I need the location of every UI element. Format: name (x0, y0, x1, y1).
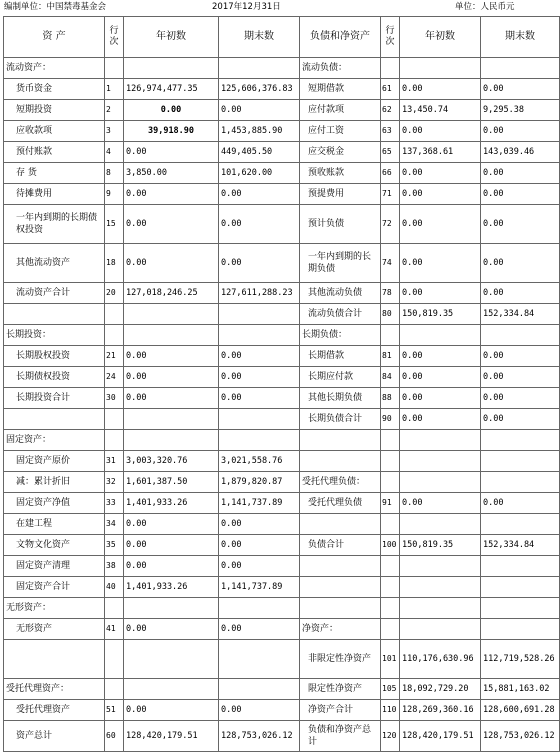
liab-line (381, 514, 400, 535)
asset-name: 受托代理资产 (4, 700, 105, 721)
unit-label: 单位：人民币元 (455, 2, 515, 12)
asset-name: 固定资产合计 (4, 577, 105, 598)
balance-sheet-table (3, 16, 560, 752)
liab-end: 0.00 (481, 493, 560, 514)
liab-end: 0.00 (481, 121, 560, 142)
liab-name: 长期应付款 (300, 367, 381, 388)
liab-name: 限定性净资产 (300, 679, 381, 700)
liab-end: 0.00 (481, 205, 560, 244)
asset-line: 4 (105, 142, 124, 163)
asset-begin: 1,401,933.26 (124, 577, 219, 598)
liab-begin: 0.00 (400, 163, 481, 184)
liab-line: 72 (381, 205, 400, 244)
asset-line: 1 (105, 79, 124, 100)
liab-end: 0.00 (481, 346, 560, 367)
liab-begin (400, 58, 481, 79)
table-row (4, 205, 560, 244)
asset-end (219, 409, 300, 430)
liab-name: 受托代理负债 (300, 493, 381, 514)
liab-end (481, 577, 560, 598)
asset-begin: 0.00 (124, 514, 219, 535)
table-row (4, 472, 560, 493)
liab-end (481, 58, 560, 79)
liab-begin: 150,819.35 (400, 535, 481, 556)
table-row (4, 493, 560, 514)
liab-end: 152,334.84 (481, 304, 560, 325)
asset-line: 31 (105, 451, 124, 472)
asset-line (105, 304, 124, 325)
asset-end (219, 325, 300, 346)
table-row (4, 244, 560, 283)
table-row (4, 514, 560, 535)
asset-begin: 0.00 (124, 388, 219, 409)
asset-begin (124, 58, 219, 79)
asset-line: 60 (105, 721, 124, 752)
liab-begin: 0.00 (400, 244, 481, 283)
liab-name: 长期借款 (300, 346, 381, 367)
asset-begin: 39,918.90 (124, 121, 219, 142)
liab-line: 110 (381, 700, 400, 721)
liab-begin (400, 472, 481, 493)
asset-begin: 3,850.00 (124, 163, 219, 184)
table-row (4, 700, 560, 721)
liab-line: 105 (381, 679, 400, 700)
liab-end: 0.00 (481, 409, 560, 430)
liab-line (381, 472, 400, 493)
liab-end (481, 556, 560, 577)
liab-line (381, 598, 400, 619)
asset-name: 固定资产： (4, 430, 105, 451)
asset-begin: 1,401,933.26 (124, 493, 219, 514)
asset-line: 30 (105, 388, 124, 409)
liab-end: 0.00 (481, 244, 560, 283)
liab-begin: 13,450.74 (400, 100, 481, 121)
table-row (4, 598, 560, 619)
asset-end: 125,606,376.83 (219, 79, 300, 100)
col-begin: 年初数 (124, 17, 219, 58)
liab-begin: 0.00 (400, 79, 481, 100)
asset-begin: 0.00 (124, 142, 219, 163)
liab-begin: 0.00 (400, 493, 481, 514)
liab-name: 长期负债合计 (300, 409, 381, 430)
asset-line: 21 (105, 346, 124, 367)
asset-begin (124, 304, 219, 325)
asset-name: 减：累计折旧 (4, 472, 105, 493)
asset-line: 33 (105, 493, 124, 514)
asset-begin: 126,974,477.35 (124, 79, 219, 100)
liab-name: 流动负债： (300, 58, 381, 79)
table-row (4, 451, 560, 472)
asset-name: 长期投资： (4, 325, 105, 346)
liab-begin (400, 451, 481, 472)
asset-end (219, 598, 300, 619)
asset-end: 128,753,026.12 (219, 721, 300, 752)
asset-line: 2 (105, 100, 124, 121)
liab-begin (400, 325, 481, 346)
asset-name: 固定资产清理 (4, 556, 105, 577)
liab-line: 66 (381, 163, 400, 184)
asset-begin (124, 598, 219, 619)
asset-end: 1,879,820.87 (219, 472, 300, 493)
asset-begin: 0.00 (124, 244, 219, 283)
table-row (4, 100, 560, 121)
asset-name: 受托代理资产： (4, 679, 105, 700)
asset-name: 文物文化资产 (4, 535, 105, 556)
asset-begin: 1,601,387.50 (124, 472, 219, 493)
liab-begin (400, 556, 481, 577)
asset-begin: 0.00 (124, 367, 219, 388)
asset-end: 1,141,737.89 (219, 577, 300, 598)
asset-begin: 0.00 (124, 619, 219, 640)
liab-begin (400, 619, 481, 640)
asset-begin: 0.00 (124, 100, 219, 121)
asset-begin: 0.00 (124, 535, 219, 556)
asset-line: 41 (105, 619, 124, 640)
liab-line: 65 (381, 142, 400, 163)
liab-name: 一年内到期的长期负债 (300, 244, 381, 283)
asset-name: 应收款项 (4, 121, 105, 142)
liab-line: 90 (381, 409, 400, 430)
asset-begin (124, 409, 219, 430)
asset-name: 长期股权投资 (4, 346, 105, 367)
asset-name: 无形资产 (4, 619, 105, 640)
asset-begin: 127,018,246.25 (124, 283, 219, 304)
asset-line (105, 640, 124, 679)
table-row (4, 163, 560, 184)
asset-name: 长期债权投资 (4, 367, 105, 388)
table-row (4, 184, 560, 205)
liab-line: 63 (381, 121, 400, 142)
table-row (4, 640, 560, 679)
asset-line: 51 (105, 700, 124, 721)
liab-end (481, 514, 560, 535)
asset-end: 0.00 (219, 388, 300, 409)
liab-end: 0.00 (481, 367, 560, 388)
liab-line: 74 (381, 244, 400, 283)
liab-end: 0.00 (481, 79, 560, 100)
liab-begin: 128,269,360.16 (400, 700, 481, 721)
asset-end: 127,611,288.23 (219, 283, 300, 304)
liab-line: 62 (381, 100, 400, 121)
liab-end (481, 430, 560, 451)
org-label: 编制单位：中国禁毒基金会 (4, 2, 107, 12)
liab-end: 152,334.84 (481, 535, 560, 556)
liab-begin (400, 577, 481, 598)
asset-end: 0.00 (219, 100, 300, 121)
liab-name (300, 577, 381, 598)
asset-begin: 3,003,320.76 (124, 451, 219, 472)
liab-line: 78 (381, 283, 400, 304)
liab-begin (400, 430, 481, 451)
asset-line: 9 (105, 184, 124, 205)
asset-end (219, 58, 300, 79)
liab-end: 128,600,691.28 (481, 700, 560, 721)
asset-line (105, 430, 124, 451)
liab-name: 预收账款 (300, 163, 381, 184)
table-row (4, 367, 560, 388)
table-row (4, 619, 560, 640)
asset-name: 待摊费用 (4, 184, 105, 205)
liab-name: 净资产合计 (300, 700, 381, 721)
liab-name: 预计负债 (300, 205, 381, 244)
asset-begin: 128,420,179.51 (124, 721, 219, 752)
asset-line: 32 (105, 472, 124, 493)
liab-line (381, 451, 400, 472)
liab-line: 100 (381, 535, 400, 556)
report-date: 2017年12月31日 (212, 2, 281, 12)
asset-line (105, 409, 124, 430)
table-row (4, 577, 560, 598)
liab-begin (400, 514, 481, 535)
col-line: 行次 (105, 17, 124, 58)
asset-end (219, 679, 300, 700)
asset-end: 0.00 (219, 514, 300, 535)
asset-end: 0.00 (219, 556, 300, 577)
liab-name: 净资产： (300, 619, 381, 640)
liab-name: 流动负债合计 (300, 304, 381, 325)
col-liab: 负债和净资产 (300, 17, 381, 58)
report-header (0, 0, 531, 15)
liab-line (381, 556, 400, 577)
asset-end: 0.00 (219, 700, 300, 721)
table-row (4, 535, 560, 556)
asset-line (105, 679, 124, 700)
table-row (4, 79, 560, 100)
liab-name: 长期负债： (300, 325, 381, 346)
asset-name: 短期投资 (4, 100, 105, 121)
table-row (4, 556, 560, 577)
asset-line: 35 (105, 535, 124, 556)
asset-name: 存 货 (4, 163, 105, 184)
liab-name: 受托代理负债： (300, 472, 381, 493)
asset-line: 20 (105, 283, 124, 304)
liab-name (300, 514, 381, 535)
liab-name: 应付工资 (300, 121, 381, 142)
asset-begin: 0.00 (124, 184, 219, 205)
asset-end: 1,141,737.89 (219, 493, 300, 514)
liab-line: 101 (381, 640, 400, 679)
liab-name: 负债和净资产总计 (300, 721, 381, 752)
asset-begin: 0.00 (124, 205, 219, 244)
liab-line (381, 619, 400, 640)
liab-name: 非限定性净资产 (300, 640, 381, 679)
liab-begin: 0.00 (400, 346, 481, 367)
asset-name: 在建工程 (4, 514, 105, 535)
asset-name: 流动资产合计 (4, 283, 105, 304)
col-begin2: 年初数 (400, 17, 481, 58)
asset-begin: 0.00 (124, 700, 219, 721)
liab-end: 0.00 (481, 184, 560, 205)
liab-line: 88 (381, 388, 400, 409)
liab-begin: 137,368.61 (400, 142, 481, 163)
asset-end: 3,021,558.76 (219, 451, 300, 472)
liab-name (300, 451, 381, 472)
liab-end (481, 619, 560, 640)
liab-end (481, 598, 560, 619)
liab-name: 短期借款 (300, 79, 381, 100)
liab-line: 71 (381, 184, 400, 205)
asset-end: 0.00 (219, 346, 300, 367)
liab-name: 其他长期负债 (300, 388, 381, 409)
asset-end: 101,620.00 (219, 163, 300, 184)
table-header-row (4, 17, 560, 58)
liab-name (300, 556, 381, 577)
liab-begin: 0.00 (400, 388, 481, 409)
asset-begin (124, 325, 219, 346)
liab-end (481, 472, 560, 493)
asset-begin (124, 640, 219, 679)
asset-line (105, 598, 124, 619)
liab-end (481, 325, 560, 346)
asset-line: 34 (105, 514, 124, 535)
asset-name (4, 640, 105, 679)
liab-begin: 0.00 (400, 205, 481, 244)
asset-end (219, 640, 300, 679)
liab-line (381, 58, 400, 79)
liab-begin: 150,819.35 (400, 304, 481, 325)
asset-end: 1,453,885.90 (219, 121, 300, 142)
liab-line: 61 (381, 79, 400, 100)
liab-line (381, 430, 400, 451)
table-row (4, 304, 560, 325)
asset-name: 货币资金 (4, 79, 105, 100)
liab-begin: 0.00 (400, 367, 481, 388)
liab-line (381, 577, 400, 598)
table-row (4, 325, 560, 346)
liab-end (481, 451, 560, 472)
asset-line: 40 (105, 577, 124, 598)
liab-end: 128,753,026.12 (481, 721, 560, 752)
liab-begin: 0.00 (400, 409, 481, 430)
liab-end: 143,039.46 (481, 142, 560, 163)
liab-name (300, 598, 381, 619)
liab-end: 0.00 (481, 388, 560, 409)
asset-line: 18 (105, 244, 124, 283)
table-row (4, 721, 560, 752)
asset-end: 0.00 (219, 535, 300, 556)
liab-name: 应付款项 (300, 100, 381, 121)
liab-begin: 0.00 (400, 121, 481, 142)
liab-name: 负债合计 (300, 535, 381, 556)
asset-name: 资产总计 (4, 721, 105, 752)
table-row (4, 121, 560, 142)
asset-name: 一年内到期的长期债权投资 (4, 205, 105, 244)
asset-line: 3 (105, 121, 124, 142)
table-row (4, 388, 560, 409)
table-row (4, 679, 560, 700)
liab-line: 80 (381, 304, 400, 325)
asset-line (105, 58, 124, 79)
liab-end: 9,295.38 (481, 100, 560, 121)
liab-name: 预提费用 (300, 184, 381, 205)
liab-line: 120 (381, 721, 400, 752)
asset-name (4, 304, 105, 325)
asset-name: 无形资产： (4, 598, 105, 619)
asset-name: 流动资产： (4, 58, 105, 79)
asset-line: 8 (105, 163, 124, 184)
table-row (4, 409, 560, 430)
liab-begin: 110,176,630.96 (400, 640, 481, 679)
table-row (4, 58, 560, 79)
asset-line: 15 (105, 205, 124, 244)
liab-name (300, 430, 381, 451)
col-asset: 资 产 (4, 17, 105, 58)
table-row (4, 430, 560, 451)
asset-begin: 0.00 (124, 556, 219, 577)
asset-end: 0.00 (219, 184, 300, 205)
asset-line: 24 (105, 367, 124, 388)
asset-end: 0.00 (219, 205, 300, 244)
asset-begin (124, 430, 219, 451)
table-row (4, 142, 560, 163)
asset-name: 长期投资合计 (4, 388, 105, 409)
asset-name: 预付账款 (4, 142, 105, 163)
liab-name: 其他流动负债 (300, 283, 381, 304)
liab-end: 112,719,528.26 (481, 640, 560, 679)
asset-end (219, 430, 300, 451)
liab-end: 0.00 (481, 283, 560, 304)
liab-begin: 18,092,729.20 (400, 679, 481, 700)
liab-name: 应交税金 (300, 142, 381, 163)
liab-begin (400, 598, 481, 619)
asset-name: 固定资产净值 (4, 493, 105, 514)
liab-begin: 0.00 (400, 184, 481, 205)
table-row (4, 283, 560, 304)
asset-line: 38 (105, 556, 124, 577)
liab-end: 15,881,163.02 (481, 679, 560, 700)
col-end: 期末数 (219, 17, 300, 58)
table-row (4, 346, 560, 367)
liab-line: 81 (381, 346, 400, 367)
liab-line (381, 325, 400, 346)
asset-line (105, 325, 124, 346)
asset-name (4, 409, 105, 430)
asset-begin (124, 679, 219, 700)
liab-begin: 0.00 (400, 283, 481, 304)
asset-end: 0.00 (219, 619, 300, 640)
liab-line: 91 (381, 493, 400, 514)
asset-end: 0.00 (219, 244, 300, 283)
liab-end: 0.00 (481, 163, 560, 184)
col-end2: 期末数 (481, 17, 560, 58)
asset-begin: 0.00 (124, 346, 219, 367)
col-line2: 行次 (381, 17, 400, 58)
asset-end: 0.00 (219, 367, 300, 388)
liab-begin: 128,420,179.51 (400, 721, 481, 752)
asset-name: 固定资产原价 (4, 451, 105, 472)
asset-name: 其他流动资产 (4, 244, 105, 283)
liab-line: 84 (381, 367, 400, 388)
asset-end (219, 304, 300, 325)
asset-end: 449,405.50 (219, 142, 300, 163)
